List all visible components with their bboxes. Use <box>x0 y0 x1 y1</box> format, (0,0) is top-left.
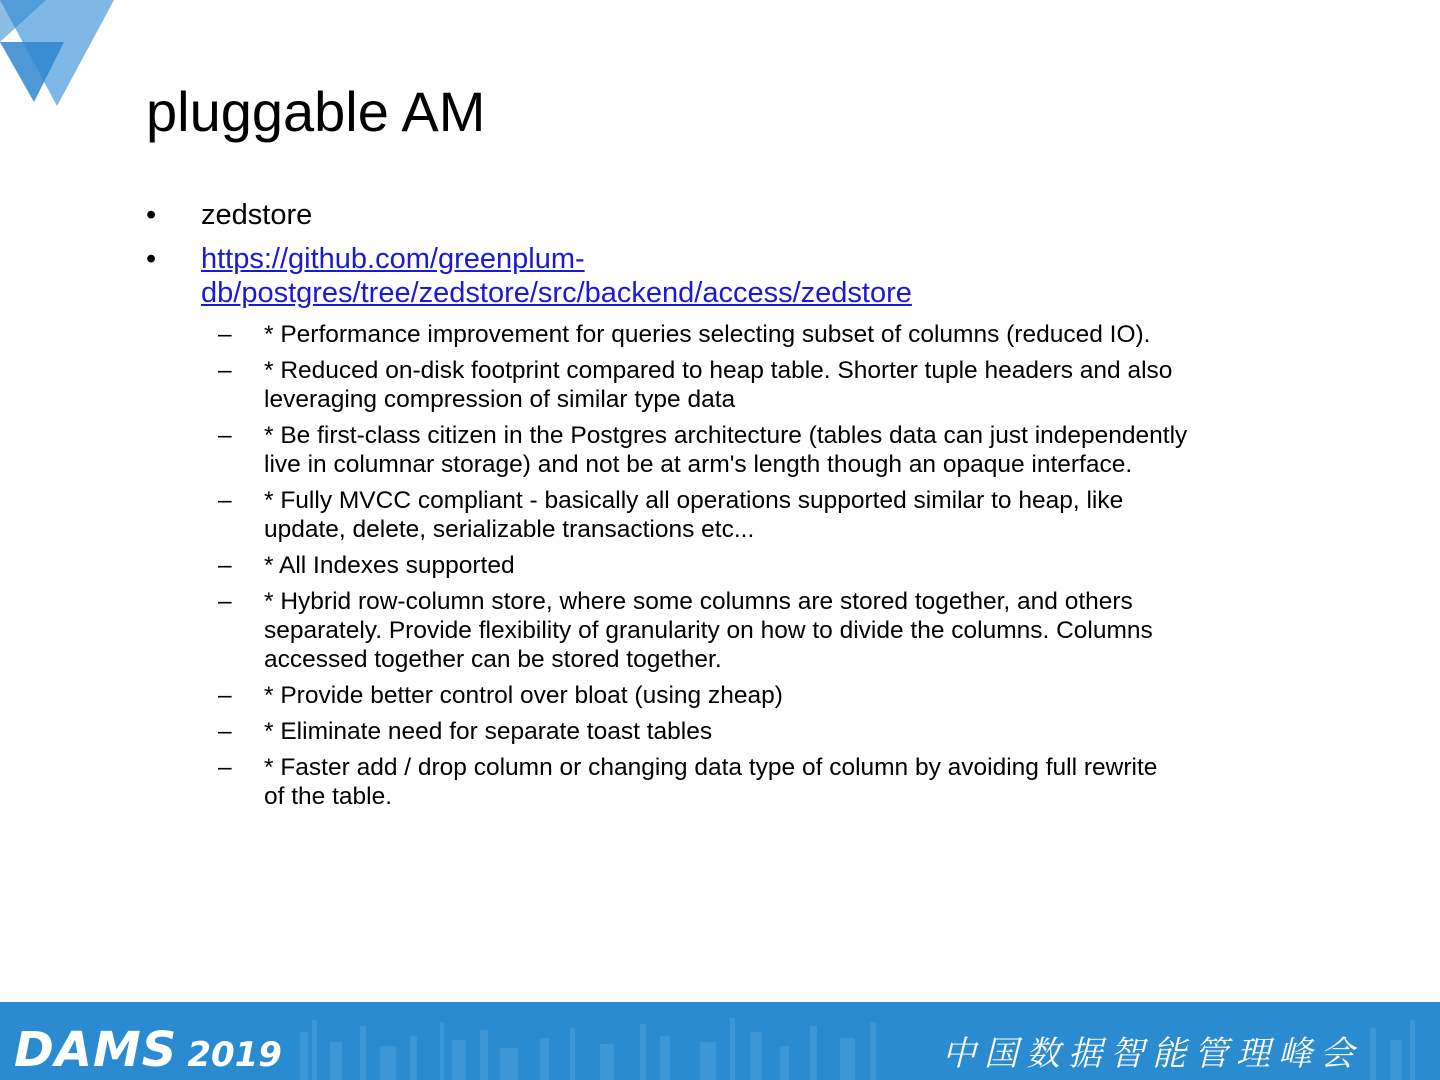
sub-item <box>146 551 1326 580</box>
sub-item-line: accessed together can be stored together. <box>264 646 722 673</box>
sub-item-list <box>146 320 1326 811</box>
bullet-marker: • <box>146 199 157 231</box>
sub-item <box>146 681 1326 710</box>
sub-item-line: * Reduced on-disk footprint compared to heap table. Shorter tuple headers and also <box>264 357 1173 384</box>
slide-title: pluggable AM <box>146 80 486 143</box>
sub-item-line: separately. Provide flexibility of granularity on how to divide the columns. Columns <box>264 617 1153 644</box>
sub-item-line: * Hybrid row-column store, where some columns are stored together, and others <box>264 588 1133 615</box>
dash-marker: – <box>218 321 232 348</box>
bullet-marker: • <box>146 243 157 275</box>
sub-item-line: * Faster add / drop column or changing data type of column by avoiding full rewrite <box>264 754 1158 781</box>
bullet-zedstore <box>146 198 1326 232</box>
slide-content <box>146 198 1326 818</box>
sub-item-line: leveraging compression of similar type data <box>264 386 736 413</box>
sub-item-line: * Be first-class citizen in the Postgres architecture (tables data can just independently <box>264 422 1188 449</box>
sub-item-line: * Fully MVCC compliant - basically all operations supported similar to heap, like <box>264 487 1124 514</box>
corner-triangle-decoration <box>0 0 120 110</box>
sub-item <box>146 320 1326 349</box>
dash-marker: – <box>218 682 232 709</box>
dash-marker: – <box>218 552 232 579</box>
sub-item-line: * Eliminate need for separate toast tables <box>264 718 713 745</box>
dams-logo <box>14 1022 282 1078</box>
sub-item-line: * Provide better control over bloat (using zheap) <box>264 682 783 709</box>
bullet-text: zedstore <box>201 199 313 231</box>
logo-year: 2019 <box>187 1035 282 1075</box>
link-line-2: db/postgres/tree/zedstore/src/backend/access/zedstore <box>201 277 912 309</box>
dash-marker: – <box>218 422 232 449</box>
sub-item-line: of the table. <box>264 783 393 810</box>
sub-item <box>146 356 1326 414</box>
footer-banner <box>0 1002 1440 1080</box>
dash-marker: – <box>218 754 232 781</box>
footer-tagline: 中国数据智能管理峰会 <box>942 1034 1362 1074</box>
sub-item-line: * All Indexes supported <box>264 552 515 579</box>
sub-item <box>146 421 1326 479</box>
dash-marker: – <box>218 357 232 384</box>
link-line-1: https://github.com/greenplum- <box>201 243 585 275</box>
dash-marker: – <box>218 588 232 615</box>
bullet-github-link <box>146 242 1326 310</box>
sub-item <box>146 753 1326 811</box>
zedstore-github-link[interactable] <box>201 243 912 309</box>
sub-item-line: * Performance improvement for queries selecting subset of columns (reduced IO). <box>264 321 1151 348</box>
dash-marker: – <box>218 718 232 745</box>
sub-item-line: update, delete, serializable transactions etc... <box>264 516 755 543</box>
sub-item <box>146 717 1326 746</box>
logo-brand: DAMS <box>14 1022 178 1078</box>
dash-marker: – <box>218 487 232 514</box>
sub-item <box>146 486 1326 544</box>
sub-item-line: live in columnar storage) and not be at arm's length though an opaque interface. <box>264 451 1133 478</box>
sub-item <box>146 587 1326 674</box>
